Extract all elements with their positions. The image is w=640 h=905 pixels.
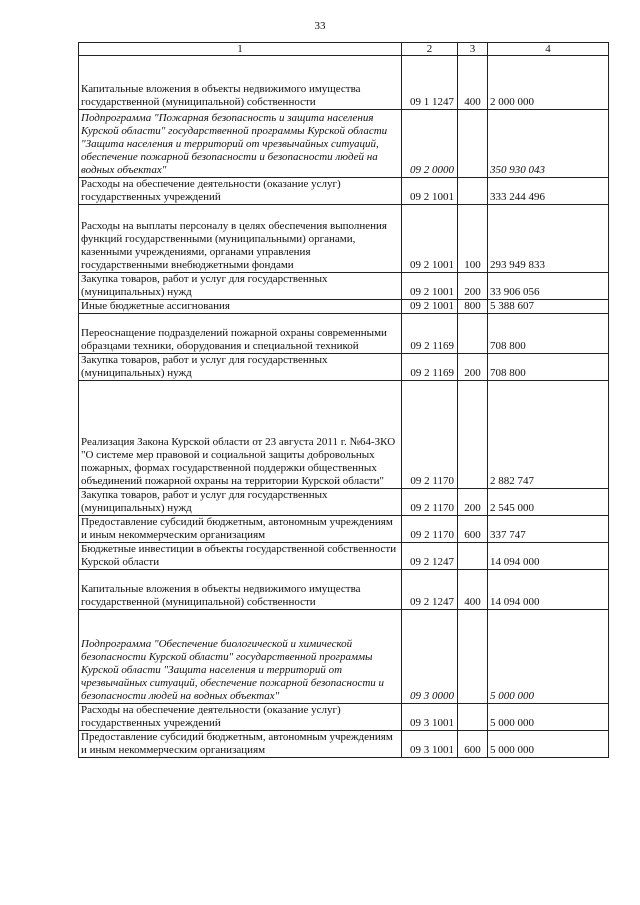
row-name: Закупка товаров, работ и услуг для государственных (муниципальных) нужд <box>79 489 402 516</box>
budget-table <box>78 42 609 758</box>
row-name: Капитальные вложения в объекты недвижимого имущества государственной (муниципальной) собственности <box>79 570 402 610</box>
table-row <box>79 56 609 110</box>
row-expense-type <box>458 381 488 489</box>
row-code: 09 2 0000 <box>402 110 458 178</box>
row-name: Закупка товаров, работ и услуг для государственных (муниципальных) нужд <box>79 273 402 300</box>
row-name: Подпрограмма "Обеспечение биологической и химической безопасности Курской области" государственной программы Курской области "Защита населения и территорий от чрезвычайных ситуаций, обеспечение пожарной безопасности и безопасности людей на водных объектах" <box>79 610 402 704</box>
row-amount: 14 094 000 <box>488 543 609 570</box>
row-expense-type <box>458 178 488 205</box>
page-number: 33 <box>314 20 326 32</box>
row-amount: 14 094 000 <box>488 570 609 610</box>
row-expense-type: 600 <box>458 731 488 758</box>
row-name: Переоснащение подразделений пожарной охраны современными образцами техники, оборудования и специальной техникой <box>79 314 402 354</box>
row-code: 09 2 1169 <box>402 354 458 381</box>
row-amount: 708 800 <box>488 314 609 354</box>
row-amount: 333 244 496 <box>488 178 609 205</box>
row-code: 09 3 0000 <box>402 610 458 704</box>
row-expense-type <box>458 543 488 570</box>
row-name: Бюджетные инвестиции в объекты государственной собственности Курской области <box>79 543 402 570</box>
table-body <box>79 56 609 758</box>
row-code: 09 2 1170 <box>402 489 458 516</box>
row-expense-type: 600 <box>458 516 488 543</box>
row-expense-type <box>458 610 488 704</box>
col-header-3: 3 <box>458 43 488 56</box>
row-amount: 2 882 747 <box>488 381 609 489</box>
row-expense-type: 400 <box>458 570 488 610</box>
row-name: Капитальные вложения в объекты недвижимого имущества государственной (муниципальной) собственности <box>79 56 402 110</box>
header-row <box>79 43 609 56</box>
table-row <box>79 704 609 731</box>
row-code: 09 3 1001 <box>402 704 458 731</box>
row-expense-type <box>458 110 488 178</box>
table-row <box>79 489 609 516</box>
table-row <box>79 314 609 354</box>
table-row <box>79 178 609 205</box>
table-row <box>79 570 609 610</box>
table-row <box>79 205 609 273</box>
row-code: 09 3 1001 <box>402 731 458 758</box>
row-code: 09 2 1001 <box>402 300 458 314</box>
row-amount: 5 388 607 <box>488 300 609 314</box>
col-header-2: 2 <box>402 43 458 56</box>
row-code: 09 2 1170 <box>402 516 458 543</box>
row-amount: 337 747 <box>488 516 609 543</box>
row-name: Расходы на выплаты персоналу в целях обеспечения выполнения функций государственными (муниципальными) органами, казенными учреждениями, органами управления государственными внебюджетными фондами <box>79 205 402 273</box>
row-code: 09 2 1247 <box>402 570 458 610</box>
row-expense-type: 100 <box>458 205 488 273</box>
row-amount: 708 800 <box>488 354 609 381</box>
row-name: Закупка товаров, работ и услуг для государственных (муниципальных) нужд <box>79 354 402 381</box>
col-header-1: 1 <box>79 43 402 56</box>
row-name: Предоставление субсидий бюджетным, автономным учреждениям и иным некоммерческим организациям <box>79 731 402 758</box>
row-code: 09 2 1001 <box>402 178 458 205</box>
row-amount: 2 545 000 <box>488 489 609 516</box>
table-row <box>79 110 609 178</box>
row-name: Расходы на обеспечение деятельности (оказание услуг) государственных учреждений <box>79 178 402 205</box>
table-row <box>79 273 609 300</box>
row-expense-type: 200 <box>458 273 488 300</box>
row-expense-type: 400 <box>458 56 488 110</box>
row-code: 09 2 1170 <box>402 381 458 489</box>
row-expense-type <box>458 704 488 731</box>
row-amount: 5 000 000 <box>488 704 609 731</box>
table-row <box>79 516 609 543</box>
row-amount: 33 906 056 <box>488 273 609 300</box>
row-code: 09 2 1169 <box>402 314 458 354</box>
row-amount: 2 000 000 <box>488 56 609 110</box>
row-amount: 350 930 043 <box>488 110 609 178</box>
row-code: 09 2 1247 <box>402 543 458 570</box>
row-code: 09 2 1001 <box>402 205 458 273</box>
row-expense-type <box>458 314 488 354</box>
row-amount: 293 949 833 <box>488 205 609 273</box>
table-row <box>79 300 609 314</box>
table-row <box>79 381 609 489</box>
row-code: 09 1 1247 <box>402 56 458 110</box>
table-row <box>79 354 609 381</box>
row-name: Реализация Закона Курской области от 23 августа 2011 г. №64-ЗКО "О системе мер правовой и социальной защиты добровольных пожарных, формах государственной поддержки общественных объединений пожарной охраны на территории Курской области" <box>79 381 402 489</box>
row-code: 09 2 1001 <box>402 273 458 300</box>
table-row <box>79 731 609 758</box>
row-name: Расходы на обеспечение деятельности (оказание услуг) государственных учреждений <box>79 704 402 731</box>
row-name: Предоставление субсидий бюджетным, автономным учреждениям и иным некоммерческим организациям <box>79 516 402 543</box>
col-header-4: 4 <box>488 43 609 56</box>
row-expense-type: 800 <box>458 300 488 314</box>
row-name: Иные бюджетные ассигнования <box>79 300 402 314</box>
row-amount: 5 000 000 <box>488 610 609 704</box>
row-expense-type: 200 <box>458 489 488 516</box>
row-name: Подпрограмма "Пожарная безопасность и защита населения Курской области" государственной программы Курской области "Защита населения и территорий от чрезвычайных ситуаций, обеспечение пожарной безопасности и безопасности людей на водных объектах" <box>79 110 402 178</box>
table-row <box>79 610 609 704</box>
row-expense-type: 200 <box>458 354 488 381</box>
table-row <box>79 543 609 570</box>
row-amount: 5 000 000 <box>488 731 609 758</box>
